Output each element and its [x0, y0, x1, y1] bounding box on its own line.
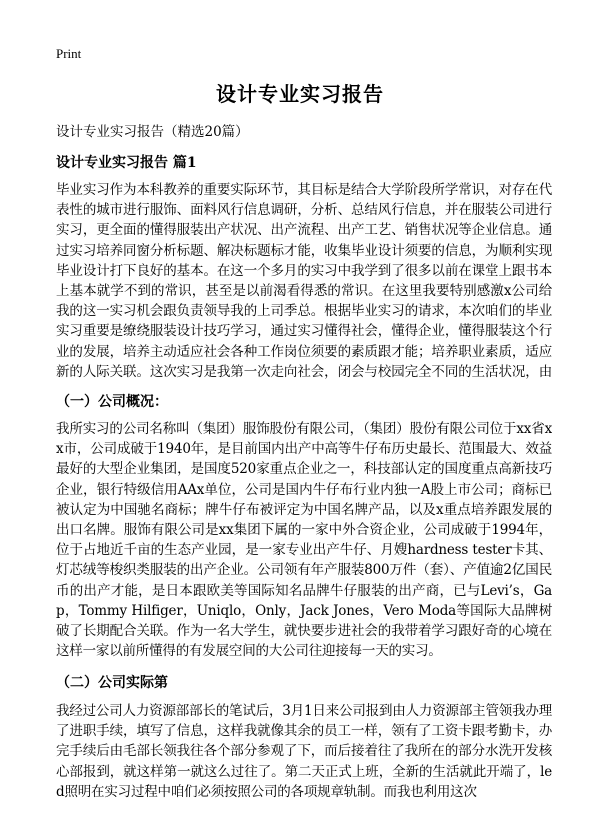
section-body-3: 我经过公司人力资源部部长的笔试后，3月1日来公司报到由人力资源部主管领我办理了进职手续，填写了信息，这样我就像其余的员工一样，领有了工资卡跟考勤卡，办完手续后由毛部长领我往各个部分参观了下，而后接着往了我所在的部分水洗开发核心部报到，就这样第一就这么过往了。第二天正式上班，全新的生活就此开端了，led照明在实习过程中咱们必须按照公司的各项规章轨制。而我也利用这次: [56, 703, 552, 800]
section-body-2: 我所实习的公司名称叫（集团）服饰股份有限公司，（集团）股份有限公司位于xx省xx市，公司成破于1940年，是目前国内出产中高等牛仔布历史最长、范围最大、效益最好的大型企业集团，是国度520家重点企业之一，科技部认定的国度重点高新技巧企业，银行特级信用AAx单位，公司是国内牛仔布行业内独一A股上市公司；商标已被认定为中国驰名商标；牌牛仔布被评定为中国名牌产品，以及x重点培养跟发展的出口名牌。服饰有限公司是xx集团下属的一家中外合资企业，公司成破于1994年，位于占地近千亩的生态产业园，是一家专业出产牛仔、月嫂hardness tester卡其、灯芯绒等梭织类服装的出产企业。公司领有年产服装800万件（套）、产值逾2亿国民币的出产才能，是日本跟欧美等国际知名品牌牛仔服装的出产商，已与Levi’s，Gap，Tommy Hilfiger，Uniqlo，Only，Jack Jones，Vero Moda等国际大品牌树破了长期配合关联。作为一名大学生，就快要步进社会的我带着学习跟好奇的心境在这样一家以前所懂得的有发展空间的大公司往迎接每一天的实习。: [56, 421, 552, 660]
section-heading-2: （一）公司概况：: [56, 394, 168, 410]
section-heading-1: 设计专业实习报告 篇1: [56, 155, 197, 171]
document-subtitle: 设计专业实习报告（精选20篇）: [56, 124, 249, 140]
print-link[interactable]: Print: [56, 46, 82, 61]
page-title: 设计专业实习报告: [216, 82, 384, 106]
section-body-1: 毕业实习作为本科教养的重要实际环节，其目标是结合大学阶段所学常识，对存在代表性的城市进行服饰、面料风行信息调研，分析、总结风行信息，并在服装公司进行实习，更全面的懂得服装出产状况、出产流程、出产工艺、销售状况等企业信息。通过实习培养同窗分析标题、解决标题标才能，收集毕业设计须要的信息，为顺利实现毕业设计打下良好的基本。在这一个多月的实习中我学到了很多以前在课堂上跟书本上基本就学不到的常识，甚至是以前渴看得悉的常识。在这里我要特别感激x公司给我的这一实习机会跟负责领导我的上司季总。根据毕业实习的请求，本次咱们的毕业实习重要是缭绕服装设计技巧学习，通过实习懂得社会，懂得企业，懂得服装这个行业的发展，培养主动适应社会各种工作岗位须要的素质跟才能；培养职业素质，适应新的人际关联。这次实习是我第一次走向社会，闭会与校园完全不同的生活状况，由: [56, 182, 552, 380]
section-heading-3: （二）公司实际第: [56, 675, 168, 691]
